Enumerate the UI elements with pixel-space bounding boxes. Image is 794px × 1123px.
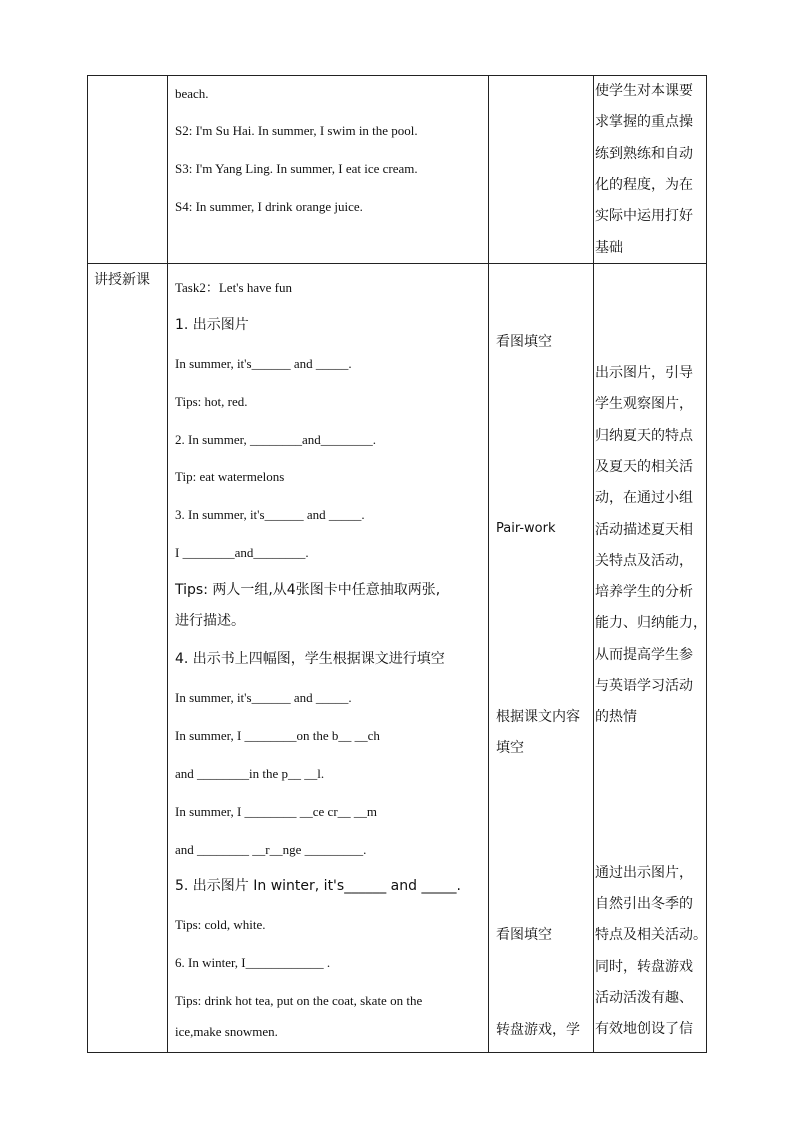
- activity-label: 转盘游戏，学: [496, 1022, 580, 1038]
- purpose-line: 活动描述夏天相: [595, 522, 693, 538]
- activity-label: 填空: [496, 740, 524, 756]
- content-line: 2. In summer, ________and________.: [175, 432, 376, 447]
- content-line: Tip: eat watermelons: [175, 469, 285, 484]
- content-line: In summer, I ________on the b__ __ch: [175, 728, 380, 743]
- purpose-line: 学生观察图片，: [595, 396, 693, 412]
- column-divider: [167, 76, 168, 1052]
- content-line: In summer, it's______ and _____.: [175, 690, 352, 705]
- content-line: 3. In summer, it's______ and _____.: [175, 507, 365, 522]
- purpose-line: 基础: [595, 240, 623, 256]
- activity-label: 看图填空: [496, 927, 552, 943]
- purpose-line: 实际中运用打好: [595, 208, 693, 224]
- content-line: 进行描述。: [175, 613, 245, 629]
- content-line: ice,make snowmen.: [175, 1024, 278, 1039]
- lesson-plan-table: [87, 75, 707, 1053]
- step-title: 1. 出示图片: [175, 317, 249, 333]
- step-title: 4. 出示书上四幅图，学生根据课文进行填空: [175, 651, 445, 667]
- purpose-line: 活动活泼有趣、: [595, 990, 693, 1006]
- activity-label: 根据课文内容: [496, 709, 580, 725]
- purpose-line: 归纳夏天的特点: [595, 428, 693, 444]
- purpose-line: 求掌握的重点操: [595, 114, 693, 130]
- content-line: 6. In winter, I____________ .: [175, 955, 331, 970]
- content-line: I ________and________.: [175, 545, 309, 560]
- purpose-line: 通过出示图片，: [595, 865, 693, 881]
- content-line: Tips: cold, white.: [175, 917, 266, 932]
- purpose-line: 化的程度，为在: [595, 177, 693, 193]
- content-line: S2: I'm Su Hai. In summer, I swim in the pool.: [175, 123, 418, 138]
- purpose-line: 特点及相关活动。: [595, 927, 707, 943]
- content-line: beach.: [175, 86, 209, 101]
- content-line: Tips: hot, red.: [175, 394, 248, 409]
- purpose-line: 使学生对本课要: [595, 83, 693, 99]
- purpose-line: 及夏天的相关活: [595, 459, 693, 475]
- row-divider: [88, 263, 706, 264]
- content-line: Tips: 两人一组,从4张图卡中任意抽取两张,: [175, 582, 441, 598]
- step-title: 5. 出示图片 In winter, it's______ and _____.: [175, 878, 461, 894]
- section-label: 讲授新课: [94, 272, 150, 288]
- purpose-line: 有效地创设了信: [595, 1021, 693, 1037]
- column-divider: [488, 76, 489, 1052]
- content-line: In summer, it's______ and _____.: [175, 356, 352, 371]
- content-line: Tips: drink hot tea, put on the coat, skate on the: [175, 993, 423, 1008]
- activity-label: Pair-work: [496, 521, 556, 536]
- purpose-line: 从而提高学生参: [595, 647, 693, 663]
- task-title: Task2：Let's have fun: [175, 280, 292, 295]
- purpose-line: 出示图片，引导: [595, 365, 693, 381]
- content-line: In summer, I ________ __ce cr__ __m: [175, 804, 378, 819]
- content-line: S4: In summer, I drink orange juice.: [175, 199, 363, 214]
- purpose-line: 自然引出冬季的: [595, 896, 693, 912]
- purpose-line: 的热情: [595, 709, 637, 725]
- purpose-line: 培养学生的分析: [595, 584, 693, 600]
- content-line: and ________ __r__nge _________.: [175, 842, 367, 857]
- purpose-line: 同时，转盘游戏: [595, 959, 693, 975]
- purpose-line: 能力、归纳能力，: [595, 615, 707, 631]
- content-line: and ________in the p__ __l.: [175, 766, 325, 781]
- purpose-line: 与英语学习活动: [595, 678, 693, 694]
- activity-label: 看图填空: [496, 334, 552, 350]
- purpose-line: 动，在通过小组: [595, 490, 693, 506]
- content-line: S3: I'm Yang Ling. In summer, I eat ice cream.: [175, 161, 418, 176]
- purpose-line: 关特点及活动，: [595, 553, 693, 569]
- column-divider: [593, 76, 594, 1052]
- purpose-line: 练到熟练和自动: [595, 146, 693, 162]
